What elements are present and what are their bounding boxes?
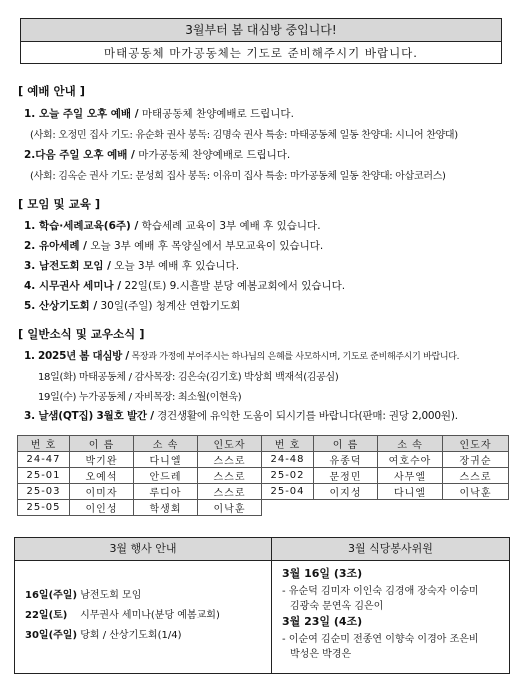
table-row [18,468,509,484]
table-cell: 25-02 [262,468,314,484]
table-cell: 박기완 [70,452,134,468]
table-cell [443,500,509,516]
kitchen-week-1-line-1: - 유순덕 김미자 이인숙 김경애 장숙자 이승미 [282,586,479,597]
table-cell: 여호수아 [378,452,443,468]
table-cell: 25-01 [18,468,70,484]
news-item-3-text: 경건생활에 유익한 도움이 되시기를 바랍니다(판매: 권당 2,000원). [153,410,458,422]
table-cell: 이지성 [314,484,378,500]
meeting-item-text: 22일(토) 9.시흘발 분당 예봄교회에서 있습니다. [121,280,346,292]
table-cell: 이인성 [70,500,134,516]
meeting-item [24,278,345,293]
worship-item-2-head: 2.다음 주일 오후 예배 / [24,149,135,161]
news-item-1-head: 1. 2025년 봄 대심방 / [24,350,129,362]
table-row [18,452,509,468]
events-heading: 3월 행사 안내 [15,538,271,561]
event-item [25,626,181,641]
table-cell: 다니엘 [378,484,443,500]
col-header: 인도자 [198,436,262,452]
meeting-item-text: 오늘 3부 예배 후 목양실에서 부모교육이 있습니다. [87,240,324,252]
table-cell: 사무엘 [378,468,443,484]
kitchen-week-2-line-2: 박성은 박경은 [290,649,352,660]
table-cell: 문정민 [314,468,378,484]
table-cell: 24-47 [18,452,70,468]
event-text: 남전도회 모임 [77,590,142,601]
table-cell: 이낙훈 [198,500,262,516]
table-cell: 다니엘 [134,452,198,468]
worship-item-1-text: 마태공동체 찬양예배로 드립니다. [138,108,294,120]
banner-title: 3월부터 봄 대심방 중입니다! [21,19,501,42]
event-date: 22일(토) [25,610,68,621]
table-cell [314,500,378,516]
table-cell: 루디아 [134,484,198,500]
meeting-item-text: 학습세례 교육이 3부 예배 후 있습니다. [138,220,321,232]
col-header: 이 름 [314,436,378,452]
worship-item-1-detail: (사회: 오정민 집사 기도: 유순화 권사 봉독: 김명숙 권사 특송: 마태공동체 일동 찬양대: 시니어 찬양대) [30,130,458,141]
meeting-item-head: 2. 유아세례 / [24,240,88,252]
kitchen-week-2-heading: 3월 23일 (4조) [282,615,363,628]
table-header-row [18,436,509,452]
kitchen-week-1-heading: 3월 16일 (3조) [282,567,363,580]
news-sub-2: 19일(수) 누가공동체 / 자비목장: 최소월(이현욱) [38,392,242,403]
table-cell: 안드레 [134,468,198,484]
meeting-item-text: 30일(주일) 청계산 연합기도회 [97,300,241,312]
meetings-heading: [ 모임 및 교육 ] [18,197,101,211]
news-item-3-head: 3. 날샘(QT집) 3월호 발간 / [24,410,154,422]
event-item [25,606,220,621]
table-cell: 오예석 [70,468,134,484]
meeting-item [24,258,239,273]
kitchen-heading: 3월 식당봉사위원 [272,538,509,561]
announcement-banner [20,18,502,64]
worship-item-2-detail: (사회: 김옥순 권사 기도: 문성희 집사 봉독: 이유미 집사 특송: 마가공동체 일동 찬양대: 아삽코러스) [30,171,446,182]
col-header: 번 호 [262,436,314,452]
table-cell: 스스로 [198,484,262,500]
news-item-3 [24,408,458,423]
table-cell: 이미자 [70,484,134,500]
banner-subtitle: 마태공동체 마가공동체는 기도로 준비해주시기 바랍니다. [104,46,418,60]
worship-item-2-text: 마가공동체 찬양예배로 드립니다. [134,149,291,161]
table-row [18,500,509,516]
table-cell: 장귀순 [443,452,509,468]
table-cell [378,500,443,516]
event-text: 시무권사 세미나(분당 예봄교회) [67,610,220,621]
events-panel [15,538,272,673]
table-cell: 스스로 [198,468,262,484]
meeting-item [24,238,323,253]
news-sub-1: 18일(화) 마태공동체 / 감사목장: 김은숙(김기호) 박상희 백재석(김공심) [38,372,339,383]
table-cell: 스스로 [443,468,509,484]
kitchen-week-2-line-1: - 이순여 김순미 전종연 이향숙 이경아 조은비 [282,634,479,645]
table-cell: 24-48 [262,452,314,468]
meeting-item [24,218,321,233]
meeting-item-text: 오늘 3부 예배 후 있습니다. [110,260,240,272]
table-cell: 25-03 [18,484,70,500]
table-cell: 스스로 [198,452,262,468]
meeting-item [24,298,240,313]
table-cell [262,500,314,516]
table-cell: 이낙훈 [443,484,509,500]
event-text: 당회 / 산상기도회(1/4) [77,630,182,641]
col-header: 번 호 [18,436,70,452]
table-cell: 학생회 [134,500,198,516]
worship-item-1-head: 1. 오늘 주일 오후 예배 / [24,108,139,120]
table-cell: 유종덕 [314,452,378,468]
table-row [18,484,509,500]
bottom-info-box [14,537,510,674]
meeting-item-head: 3. 남전도회 모임 / [24,260,111,272]
news-item-1-text: 목장과 가정에 부어주시는 하나님의 은혜를 사모하시며, 기도로 준비해주시기 바랍니다. [128,352,460,362]
meeting-item-head: 1. 학습·세례교육(6주) / [24,220,139,232]
event-item [25,586,141,601]
news-item-1 [24,348,459,363]
worship-item-2 [24,147,290,162]
kitchen-panel [272,538,509,673]
col-header: 인도자 [443,436,509,452]
news-heading: [ 일반소식 및 교우소식 ] [18,327,145,341]
event-date: 16일(주일) [25,590,78,601]
kitchen-week-1-line-2: 김광숙 문연옥 김은이 [290,601,384,612]
worship-item-1 [24,106,294,121]
visitation-table [17,435,509,516]
meeting-item-head: 4. 시무권사 세미나 / [24,280,122,292]
table-cell: 25-04 [262,484,314,500]
col-header: 소 속 [134,436,198,452]
table-cell: 25-05 [18,500,70,516]
meeting-item-head: 5. 산상기도회 / [24,300,98,312]
worship-heading: [ 예배 안내 ] [18,84,85,98]
col-header: 소 속 [378,436,443,452]
event-date: 30일(주일) [25,630,78,641]
col-header: 이 름 [70,436,134,452]
